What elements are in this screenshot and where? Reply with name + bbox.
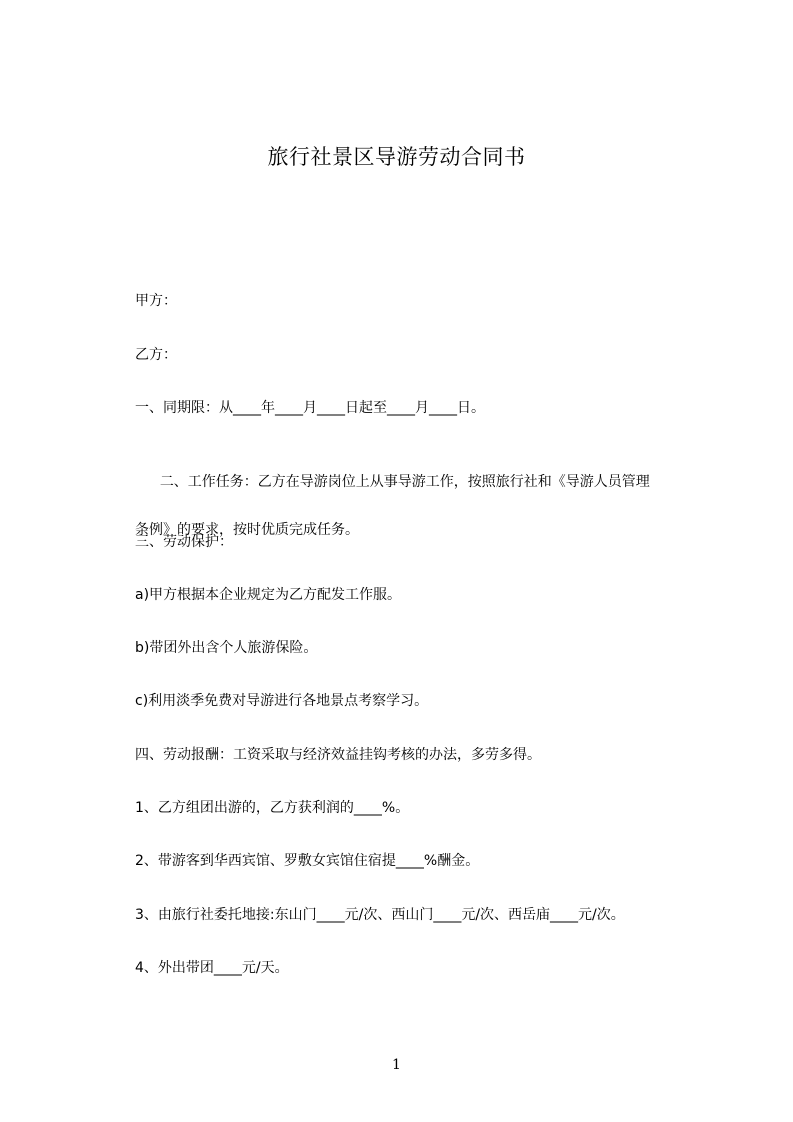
clause-remuneration: 四、劳动报酬：工资采取与经济效益挂钩考核的办法，多劳多得。: [135, 747, 541, 763]
clause-labor-protection-b: b)带团外出含个人旅游保险。: [135, 640, 318, 656]
clause-remuneration-1: 1、乙方组团出游的，乙方获利润的____%。: [135, 800, 410, 816]
party-b-label: 乙方：: [135, 347, 177, 363]
clause-remuneration-4: 4、外出带团____元/天。: [135, 960, 289, 976]
party-a-label: 甲方：: [135, 293, 177, 309]
clause-labor-protection-c: c)利用淡季免费对导游进行各地景点考察学习。: [135, 693, 429, 709]
clause-work-task-line1: 二、工作任务：乙方在导游岗位上从事导游工作，按照旅行社和《导游人员管理: [159, 474, 650, 490]
page-number: 1: [392, 1057, 401, 1073]
clause-labor-protection-a: a)甲方根据本企业规定为乙方配发工作服。: [135, 587, 402, 603]
document-title: 旅行社景区导游劳动合同书: [267, 145, 526, 169]
clause-labor-protection: 三、劳动保护：: [135, 534, 233, 550]
clause-remuneration-3: 3、由旅行社委托地接:东山门____元/次、西山门____元/次、西岳庙____元/次。: [135, 907, 625, 923]
clause-work-task: [135, 452, 732, 580]
clause-remuneration-2: 2、带游客到华西宾馆、罗敷女宾馆住宿提____%酬金。: [135, 853, 480, 869]
clause-contract-period: 一、同期限：从____年____月____日起至____月____日。: [135, 400, 485, 416]
clause-work-task-line2: 条例》的要求，按时优质完成任务。: [135, 522, 359, 538]
